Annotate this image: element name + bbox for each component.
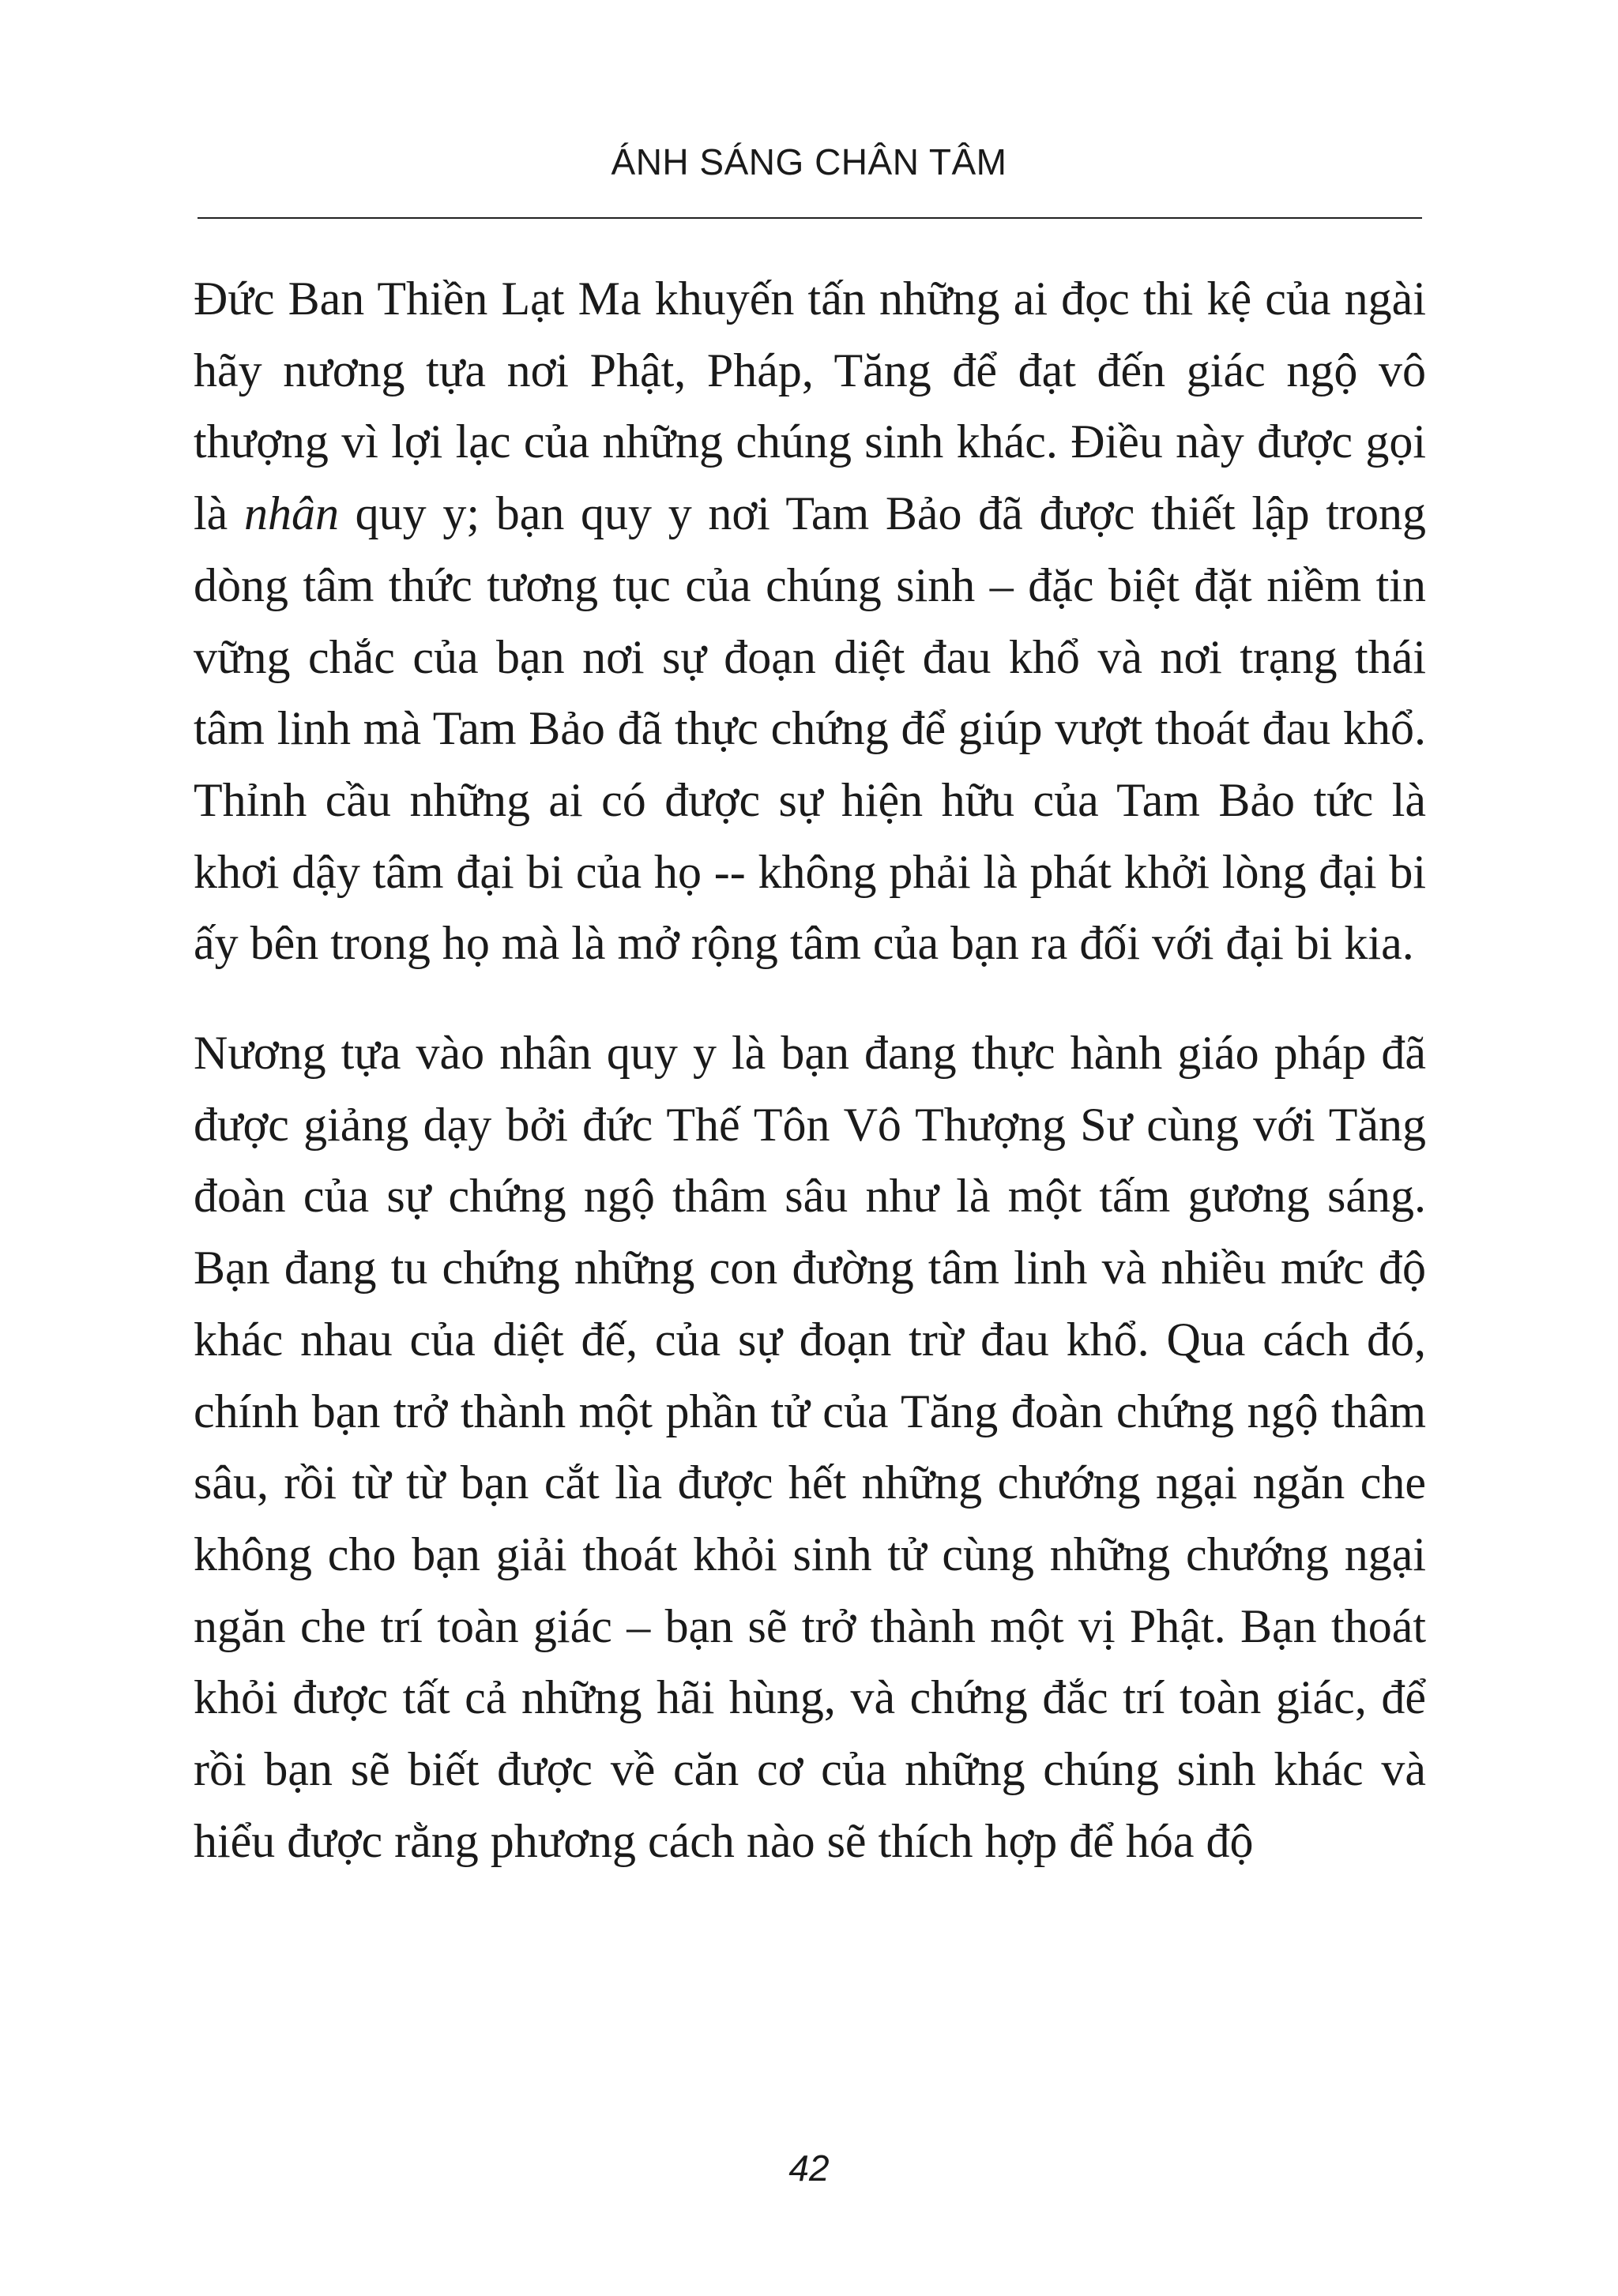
page-number: 42	[788, 2148, 830, 2189]
paragraph-2: Nương tựa vào nhân quy y là bạn đang thực hành giáo pháp đã được giảng dạy bởi đức Thế Tôn Vô Thượng Sư cùng với Tăng đoàn của sự chứng ngộ thâm sâu như là một tấm gương sáng. Bạn đang tu chứng những con đường tâm linh và nhiều mức độ khác nhau của diệt đế, của sự đoạn trừ đau khổ. Qua cách đó, chính bạn trở thành một phần tử của Tăng đoàn chứng ngộ thâm sâu, rồi từ từ bạn cắt lìa được hết những chướng ngại ngăn che không cho bạn giải thoát khỏi sinh tử cùng những chướng ngại ngăn che trí toàn giác – bạn sẽ trở thành một vị Phật. Bạn thoát khỏi được tất cả những hãi hùng, và chứng đắc trí toàn giác, để rồi bạn sẽ biết được về căn cơ của những chúng sinh khác và hiểu được rằng phương cách nào sẽ thích hợp để hóa độ	[194, 1027, 1426, 1867]
paragraph-1-text-start: Đức Ban Thiền Lạt Ma khuyến tấn những ai đọc thi kệ của ngài hãy nương tựa nơi Phật, Pháp, Tăng để đạt đến giác ngộ vô thượng vì lợi lạc của những chúng sinh khác. Điều này được gọi là	[194, 272, 1426, 540]
running-header-title: ÁNH SÁNG CHÂN TÂM	[611, 141, 1007, 182]
header-divider	[198, 217, 1422, 219]
paragraph-1	[194, 263, 1426, 979]
paragraph-1-text-end: quy y; bạn quy y nơi Tam Bảo đã được thiết lập trong dòng tâm thức tương tục của chúng sinh – đặc biệt đặt niềm tin vững chắc của bạn nơi sự đoạn diệt đau khổ và nơi trạng thái tâm linh mà Tam Bảo đã thực chứng để giúp vượt thoát đau khổ. Thỉnh cầu những ai có được sự hiện hữu của Tam Bảo tức là khơi dậy tâm đại bi của họ -- không phải là phát khởi lòng đại bi ấy bên trong họ mà là mở rộng tâm của bạn ra đối với đại bi kia.	[194, 487, 1426, 970]
body-text	[194, 263, 1426, 1915]
paragraph-1-italic-term: nhân	[243, 487, 339, 540]
